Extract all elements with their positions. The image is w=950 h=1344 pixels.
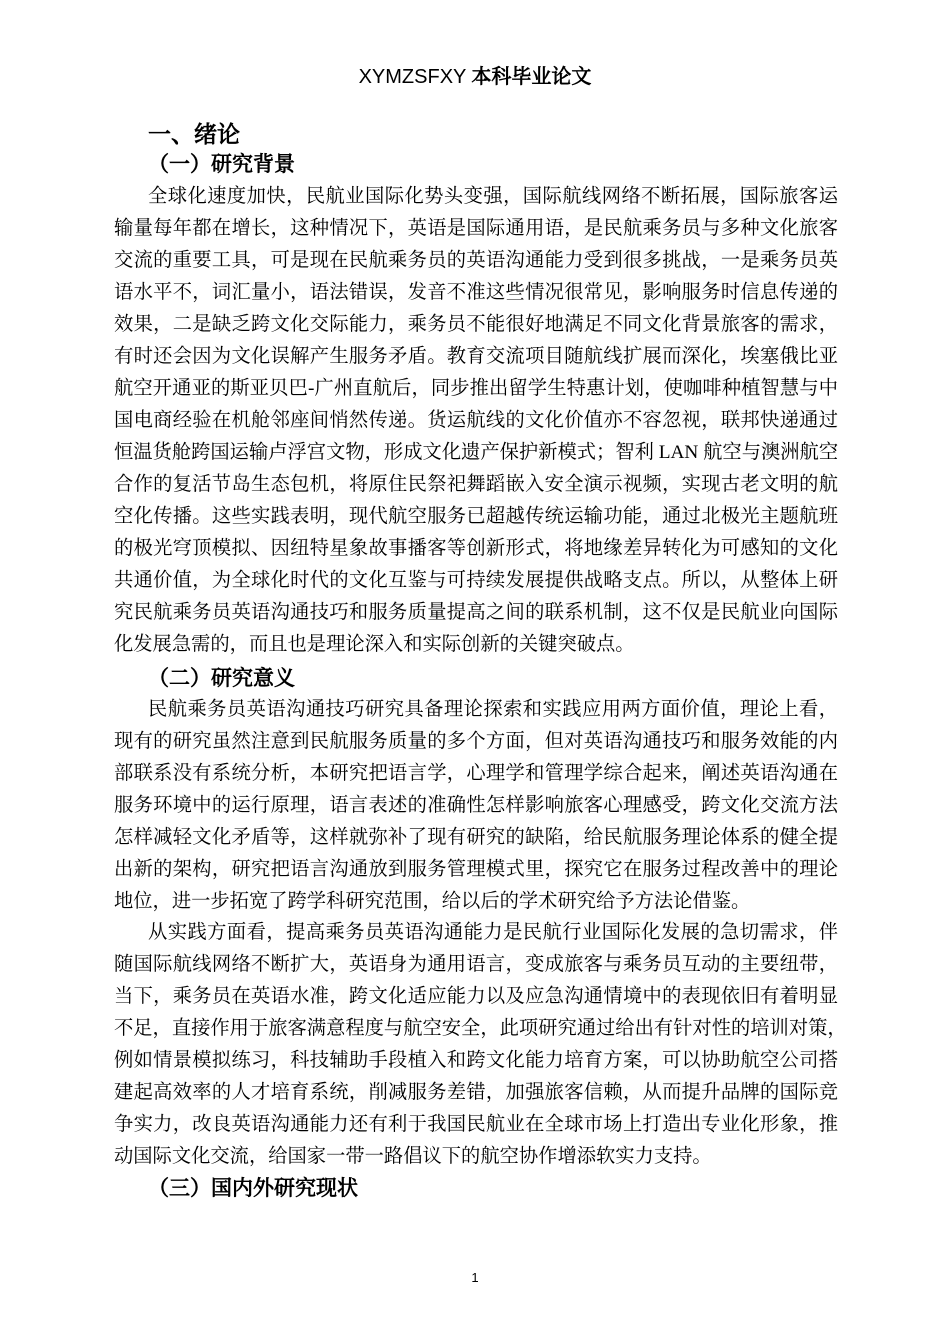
text-line: 航空开通亚的斯亚贝巴-广州直航后，同步推出留学生特惠计划，使咖啡种植智慧与中 (114, 378, 838, 399)
text-line: 国电商经验在机舱邻座间悄然传递。货运航线的文化价值亦不容忽视，联邦快递通过 (114, 410, 838, 431)
text-line: 当下，乘务员在英语水准，跨文化适应能力以及应急沟通情境中的表现依旧有着明显 (114, 986, 838, 1007)
paragraph-background (114, 181, 838, 661)
page-header (0, 60, 950, 89)
text-line: 输量每年都在增长，这种情况下，英语是国际通用语，是民航乘务员与多种文化旅客 (114, 218, 838, 239)
text-line: 怎样减轻文化矛盾等，这样就弥补了现有研究的缺陷，给民航服务理论体系的健全提 (114, 827, 838, 848)
section-title-significance: （二）研究意义 (148, 666, 295, 690)
header-doc-type: 本科毕业论文 (471, 64, 592, 88)
paragraph-significance-practice (114, 917, 847, 1173)
text-line: 例如情景模拟练习，科技辅助手段植入和跨文化能力培育方案，可以协助航空公司搭 (114, 1050, 838, 1071)
text-line: 合作的复活节岛生态包机，将原住民祭祀舞蹈嵌入安全演示视频，实现古老文明的航 (114, 474, 838, 495)
text-line: 有时还会因为文化误解产生服务矛盾。教育交流项目随航线扩展而深化，埃塞俄比亚 (114, 346, 838, 367)
text-line: 出新的架构，研究把语言沟通放到服务管理模式里，探究它在服务过程改善中的理论 (114, 859, 838, 880)
text-line: 随国际航线网络不断扩大，英语身为通用语言，变成旅客与乘务员互动的主要纽带， (114, 954, 838, 975)
chapter-title: 一、绪论 (148, 122, 240, 148)
text-line: 恒温货舱跨国运输卢浮宫文物，形成文化遗产保护新模式；智利 LAN 航空与澳洲航空 (114, 442, 839, 463)
text-line: 动国际文化交流，给国家一带一路倡议下的航空协作增添软实力支持。 (114, 1146, 712, 1167)
text-line: 服务环境中的运行原理，语言表述的准确性怎样影响旅客心理感受，跨文化交流方法 (114, 795, 838, 816)
text-line: 民航乘务员英语沟通技巧研究具备理论探索和实践应用两方面价值，理论上看， (148, 699, 838, 720)
text-line: 交流的重要工具，可是现在民航乘务员的英语沟通能力受到很多挑战，一是乘务员英 (114, 250, 838, 271)
text-line: 争实力，改良英语沟通能力还有利于我国民航业在全球市场上打造出专业化形象，推 (114, 1114, 838, 1135)
text-line: 语水平不，词汇量小，语法错误，发音不准这些情况很常见，影响服务时信息传递的 (114, 282, 838, 303)
text-line: 共通价值，为全球化时代的文化互鉴与可持续发展提供战略支点。所以，从整体上研 (114, 570, 838, 591)
text-line: 化发展急需的，而且也是理论深入和实际创新的关键突破点。 (114, 634, 635, 655)
section-title-research-status: （三）国内外研究现状 (148, 1176, 358, 1200)
text-line: 效果，二是缺乏跨文化交际能力，乘务员不能很好地满足不同文化背景旅客的需求， (114, 314, 838, 335)
text-line: 的极光穹顶模拟、因纽特星象故事播客等创新形式，将地缘差异转化为可感知的文化 (114, 538, 838, 559)
text-line: 现有的研究虽然注意到民航服务质量的多个方面，但对英语沟通技巧和服务效能的内 (114, 731, 838, 752)
page-number: 1 (471, 1270, 479, 1285)
text-line: 全球化速度加快，民航业国际化势头变强，国际航线网络不断拓展，国际旅客运 (148, 186, 838, 207)
text-line: 建起高效率的人才培育系统，削减服务差错，加强旅客信赖，从而提升品牌的国际竞 (114, 1082, 838, 1103)
paragraph-significance-theory (114, 694, 838, 918)
text-line: 部联系没有系统分析，本研究把语言学，心理学和管理学综合起来，阐述英语沟通在 (114, 763, 838, 784)
section-title-background: （一）研究背景 (148, 152, 295, 176)
text-line: 空化传播。这些实践表明，现代航空服务已超越传统运输功能，通过北极光主题航班 (114, 506, 838, 527)
header-school-code: XYMZSFXY (358, 66, 467, 88)
text-line: 地位，进一步拓宽了跨学科研究范围，给以后的学术研究给予方法论借鉴。 (114, 891, 751, 912)
text-line: 不足，直接作用于旅客满意程度与航空安全，此项研究通过给出有针对性的培训对策， (114, 1018, 847, 1039)
text-line: 究民航乘务员英语沟通技巧和服务质量提高之间的联系机制，这不仅是民航业向国际 (114, 602, 838, 623)
text-line: 从实践方面看，提高乘务员英语沟通能力是民航行业国际化发展的急切需求，伴 (148, 922, 838, 943)
